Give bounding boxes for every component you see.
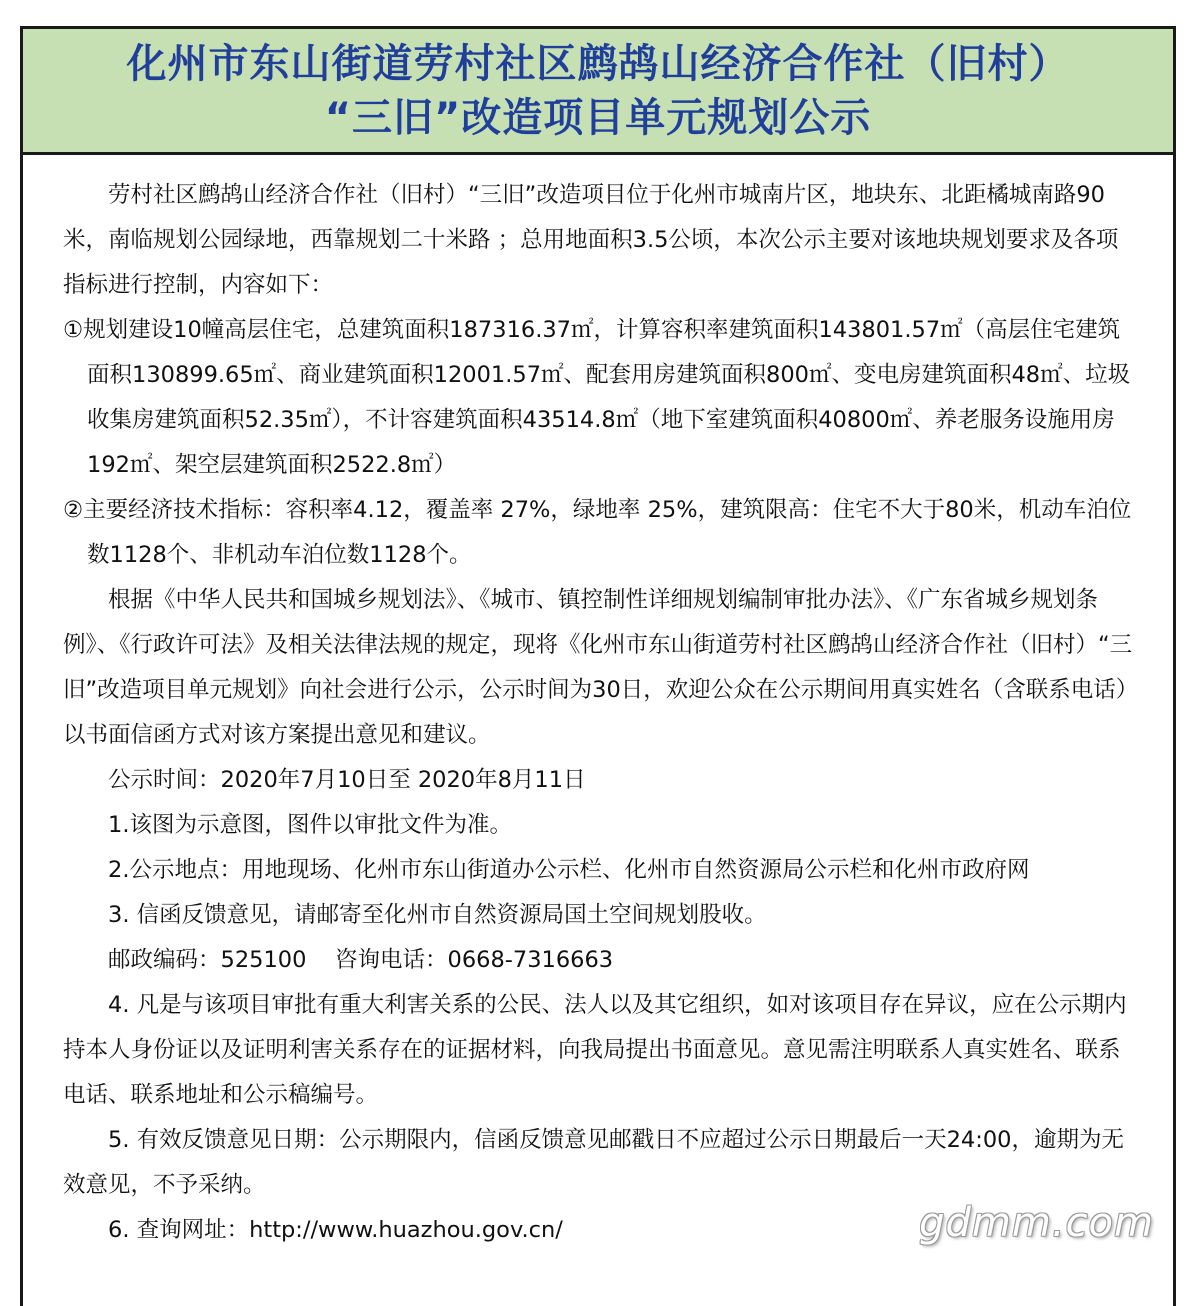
note-3: 3. 信函反馈意见，请邮寄至化州市自然资源局国土空间规划股收。 [108,902,767,928]
title-line-2: “三旧”改造项目单元规划公示 [324,94,872,141]
note-4: 4. 凡是与该项目审批有重大利害关系的公民、法人以及其它组织，如对该项目存在异议，应在公示期内持本人身份证以及证明利害关系存在的证据材料，向我局提出书面意见。意见需注明联系人真实姓名、联系电话、联系地址和公示稿编号。 [63,992,1127,1108]
item-2-paragraph: ②主要经济技术指标：容积率4.12，覆盖率 27%，绿地率 25%，建筑限高：住宅不大于80米，机动车泊位数1128个、非机动车泊位数1128个。 [63,497,1132,568]
item-1-paragraph: ①规划建设10幢高层住宅，总建筑面积187316.37㎡，计算容积率建筑面积143801.57㎡（高层住宅建筑面积130899.65㎡、商业建筑面积12001.57㎡、配套用房建筑面积800㎡、变电房建筑面积48㎡、垃圾收集房建筑面积52.35㎡），不计容建筑面积43514.8㎡（地下室建筑面积40800㎡、养老服务设施用房192㎡、架空层建筑面积2522.8㎡） [63,317,1131,478]
site-watermark: gdmm.com [919,1200,1154,1246]
note-1: 1.该图为示意图，图件以审批文件为准。 [108,812,512,838]
note-6: 6. 查询网址：http://www.huazhou.gov.cn/ [108,1217,563,1243]
intro-paragraph: 劳村社区鹧鸪山经济合作社（旧村）“三旧”改造项目位于化州市城南片区，地块东、北距橘城南路90米，南临规划公园绿地，西靠规划二十米路 ；总用地面积3.5公顷，本次公示主要对该地块规划要求及各项指标进行控制，内容如下： [63,182,1119,298]
notice-board [20,26,1176,1306]
legal-basis-paragraph: 根据《中华人民共和国城乡规划法》、《城市、镇控制性详细规划编制审批办法》、《广东省城乡规划条例》、《行政许可法》及相关法律法规的规定，现将《化州市东山街道劳村社区鹧鸪山经济合作社（旧村）“三旧”改造项目单元规划》向社会进行公示，公示时间为30日，欢迎公众在公示期间用真实姓名（含联系电话）以书面信函方式对该方案提出意见和建议。 [63,587,1133,748]
publicity-period: 公示时间：2020年7月10日至 2020年8月11日 [108,767,586,793]
notice-body [23,155,1173,1253]
note-2: 2.公示地点：用地现场、化州市东山街道办公示栏、化州市自然资源局公示栏和化州市政府网 [108,857,1030,883]
title-line-1: 化州市东山街道劳村社区鹧鸪山经济合作社（旧村） [126,40,1070,87]
note-5: 5. 有效反馈意见日期：公示期限内，信函反馈意见邮戳日不应超过公示日期最后一天24:00，逾期为无效意见，不予采纳。 [63,1127,1124,1198]
notice-header [23,29,1173,155]
contact-info: 邮政编码：525100 咨询电话：0668-7316663 [108,947,614,973]
